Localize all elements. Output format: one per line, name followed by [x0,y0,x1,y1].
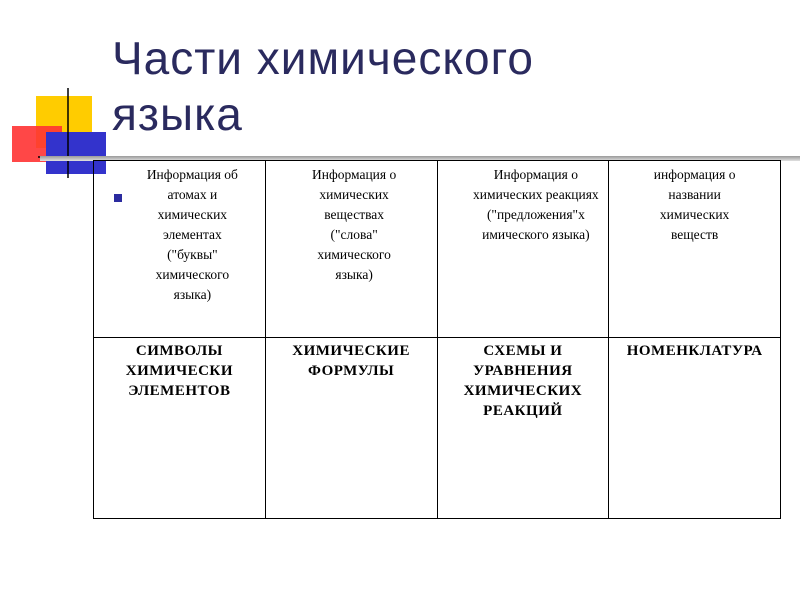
cell-term-nomenclature: НОМЕНКЛАТУРА [626,343,763,359]
table-cell [437,161,609,338]
cell-description-atoms: Информация об атомах и химических элементах ("буквы" химического языка) [146,167,238,302]
chemical-language-table [93,160,781,519]
cell-description-nomenclature: информация о названии химических веществ [653,167,736,242]
cell-term-equations: СХЕМЫ И УРАВНЕНИЯ ХИМИЧЕСКИХ РЕАКЦИЙ [463,343,583,419]
table-cell [94,338,266,519]
cell-description-substances: Информация о химических веществах ("слова" химического языка) [312,167,397,282]
cell-term-symbols: СИМВОЛЫ ХИМИЧЕСКИ ЭЛЕМЕНТОВ [125,343,233,399]
cell-description-reactions: Информация о химических реакциях ("предложения"х имического языка) [473,167,599,242]
bullet-square-icon [114,194,122,202]
table-cell [265,338,437,519]
table-row-terms [94,338,781,519]
table-cell [609,338,781,519]
table-cell [265,161,437,338]
table-cell [609,161,781,338]
cell-term-formulas: ХИМИЧЕСКИЕ ФОРМУЛЫ [292,343,410,379]
slide-title-line2: языка [112,88,243,140]
slide-title-line1: Части химического [112,32,534,84]
table-cell [437,338,609,519]
table-row-descriptions [94,161,781,338]
slide-title [112,30,712,142]
table-cell [94,161,266,338]
